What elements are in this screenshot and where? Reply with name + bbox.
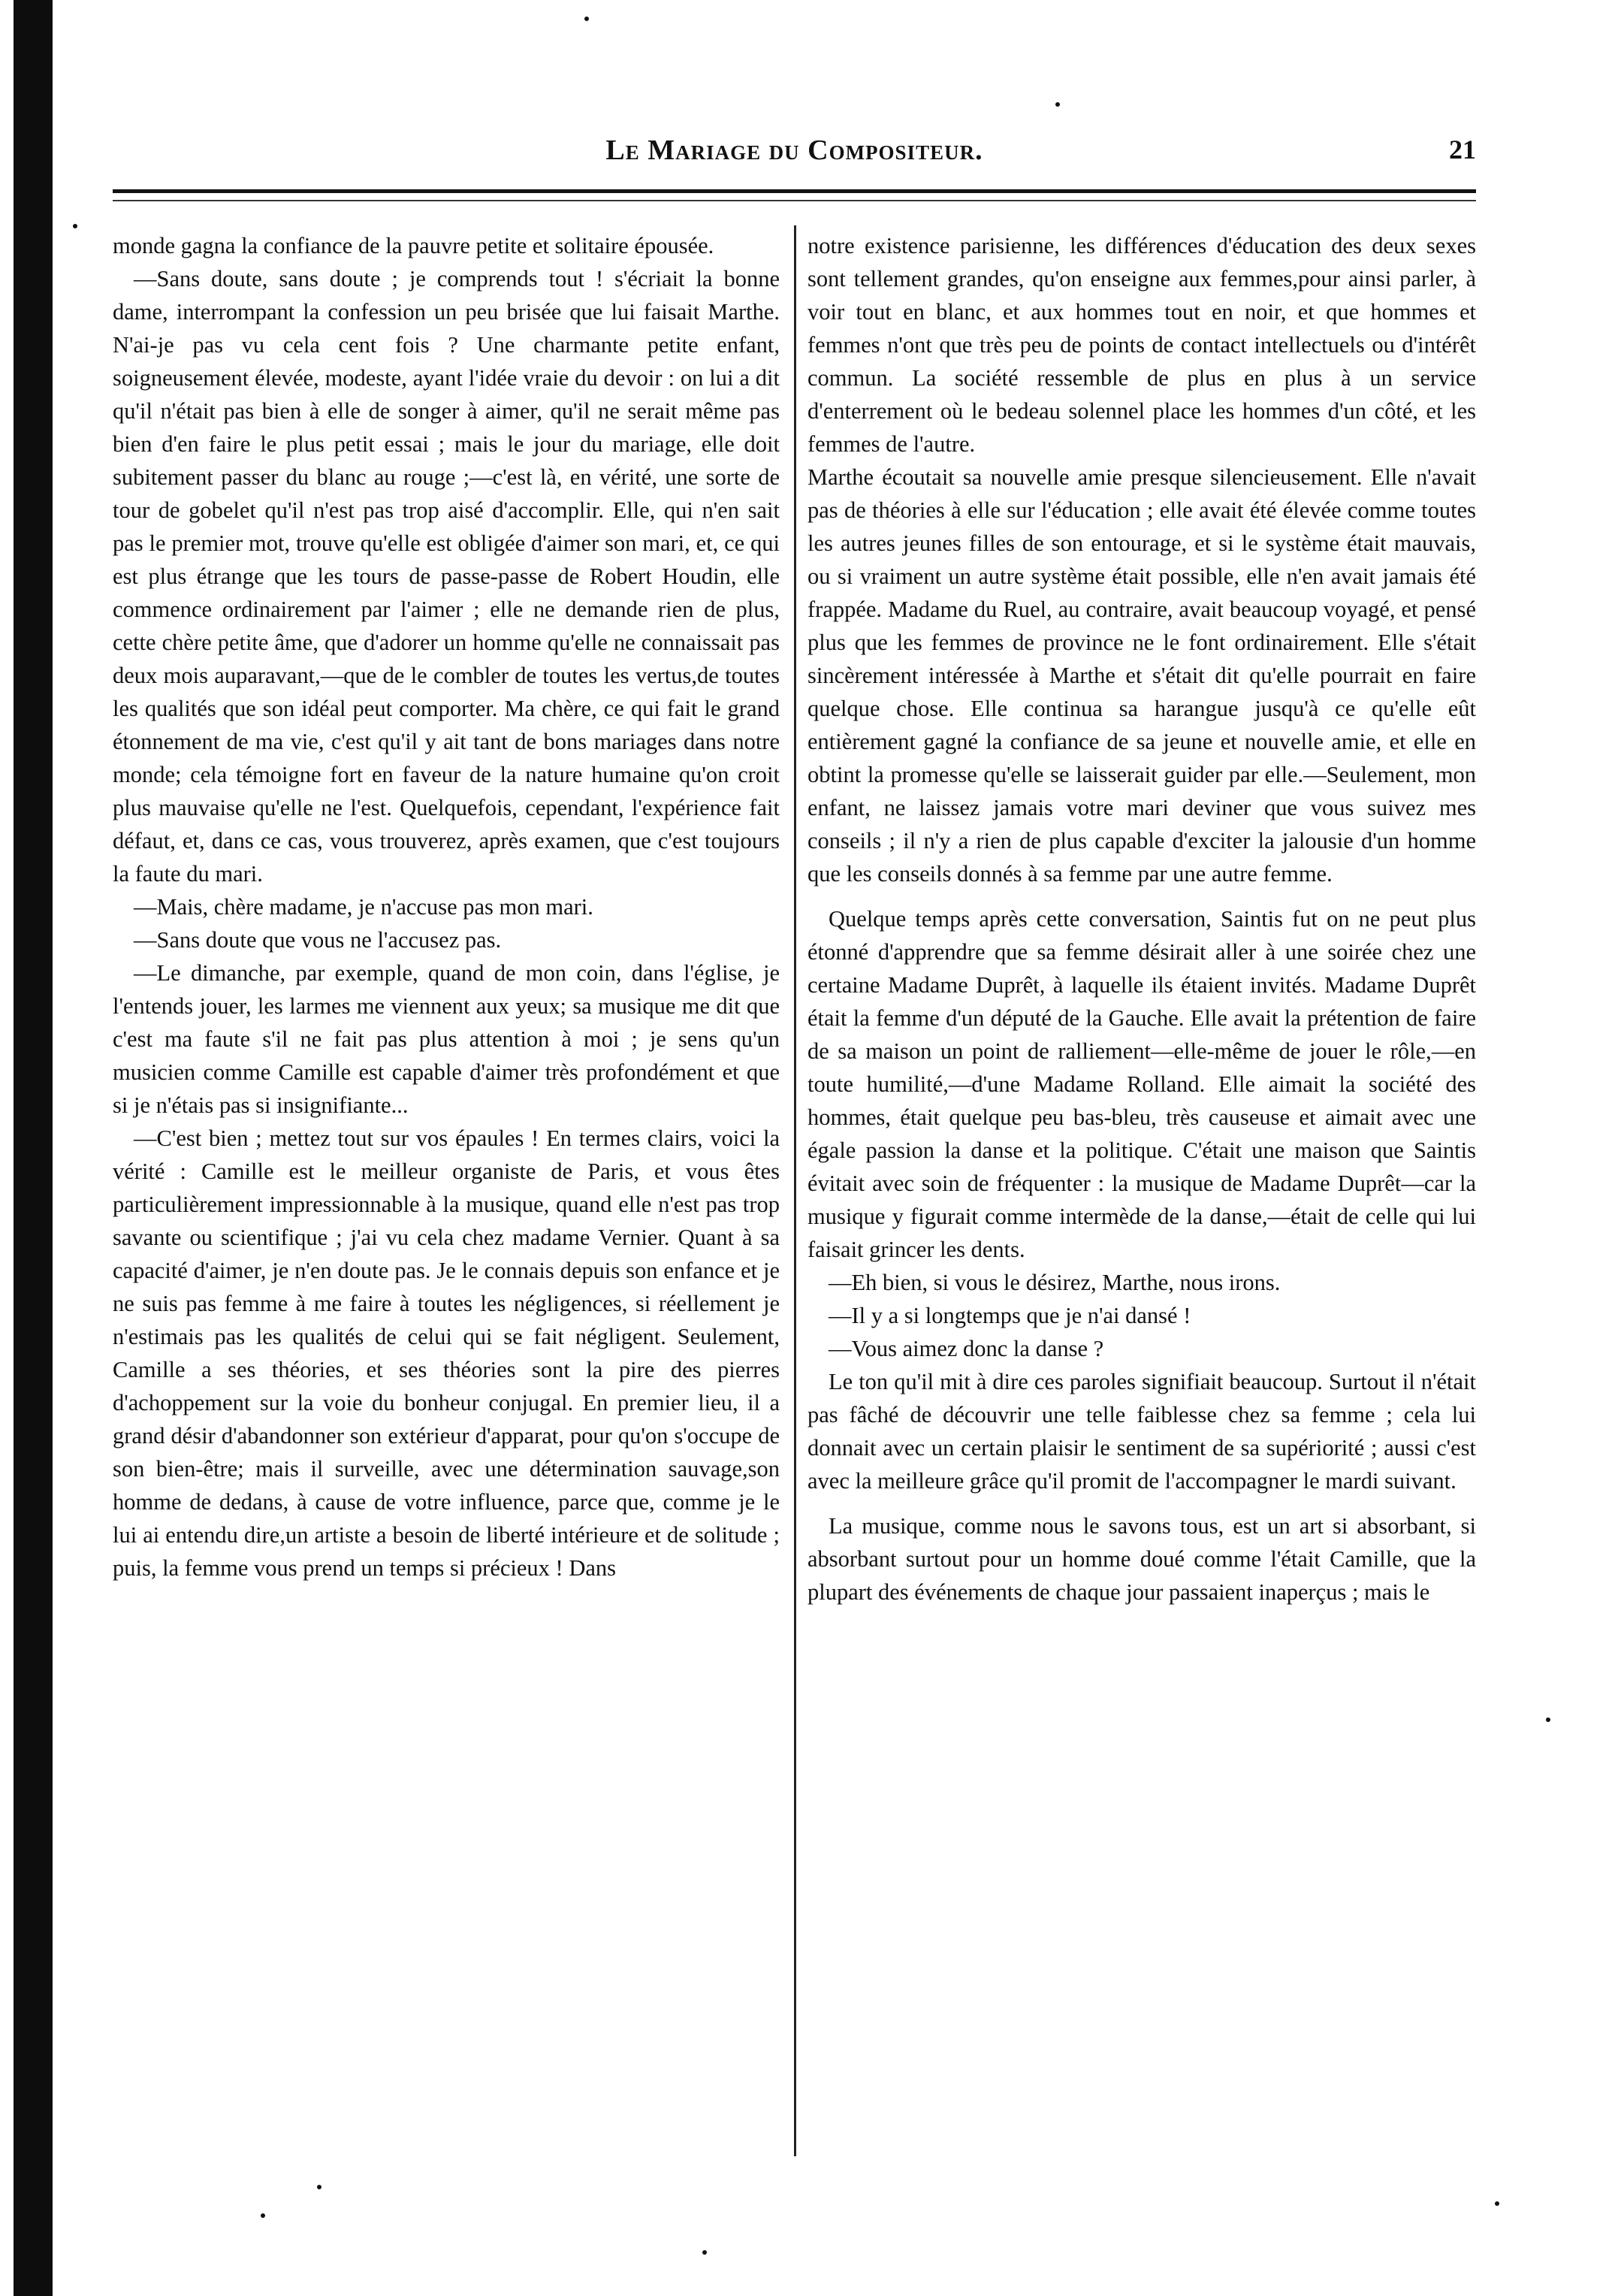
print-speck (1055, 102, 1060, 107)
paragraph: —C'est bien ; mettez tout sur vos épaules ! En termes clairs, voici la vérité : Camille est le meilleur organiste de Paris, et vous êtes particulièrement impressionnable à la musique, quand elle n'est pas trop savante ou scientifique ; j'ai vu cela chez madame Vernier. Quant à sa capacité d'aimer, je n'en doute pas. Je le connais depuis son enfance et je ne suis pas femme à me faire à toutes les négligences, si réellement je n'estimais pas les qualités de celui qui se fait négligent. Seulement, Camille a ses théories, et ses théories sont la pire des pierres d'achoppement sur la voie du bonheur conjugal. En premier lieu, il a grand désir d'abandonner son extérieur d'apparat, pour qu'on s'occupe de son bien-être; mais il surveille, avec une détermination sauvage,son homme de dedans, à cause de votre influence, parce que, comme je le lui ai entendu dire,un artiste a besoin de liberté intérieure et de solitude ; puis, la femme vous prend un temps si précieux ! Dans (113, 1125, 780, 1581)
book-binding-edge (14, 0, 53, 2296)
paragraph: —Mais, chère madame, je n'accuse pas mon mari. (134, 894, 593, 920)
paragraph: Quelque temps après cette conversation, Saintis fut on ne peut plus étonné d'apprendre que sa femme désirait aller à une soirée chez une certaine Madame Duprêt, à laquelle ils étaient invités. Madame Duprêt était la femme d'un député de la Gauche. Elle avait la prétention de faire de sa maison un point de ralliement—elle-même de jouer le rôle,—en toute humilité,—d'une Madame Rolland. Elle aimait la société des hommes, était quelque peu bas-bleu, très causeuse et aimait avec une égale passion la danse et la politique. C'était une maison que Saintis évitait avec soin de fréquenter : la musique de Madame Duprêt—car la musique y figurait comme intermède de la danse,—était de celle qui lui faisait grincer les dents. (808, 906, 1476, 1262)
header-rule-thick (113, 189, 1476, 193)
left-column (113, 229, 780, 1585)
print-speck (73, 224, 77, 228)
paragraph: —Vous aimez donc la danse ? (829, 1336, 1104, 1361)
print-speck (702, 2250, 707, 2255)
paragraph: monde gagna la confiance de la pauvre petite et solitaire épousée. (113, 233, 714, 258)
paragraph: —Eh bien, si vous le désirez, Marthe, nous irons. (829, 1270, 1281, 1295)
right-column (808, 229, 1476, 1609)
paragraph: Le ton qu'il mit à dire ces paroles signifiait beaucoup. Surtout il n'était pas fâché de découvrir une telle faiblesse chez sa femme ; cela lui donnait avec un certain plaisir le sentiment de sa supériorité ; aussi c'est avec la meilleure grâce qu'il promit de l'accompagner le mardi suivant. (808, 1369, 1476, 1494)
print-speck (317, 2185, 321, 2189)
running-title: Le Mariage du Compositeur. (605, 134, 983, 166)
print-speck (1546, 1717, 1550, 1722)
paragraph: Marthe écoutait sa nouvelle amie presque silencieusement. Elle n'avait pas de théories à elle sur l'éducation ; elle avait été élevée comme toutes les autres jeunes filles de son entourage, et si le système était mauvais, ou si vraiment un autre système était possible, elle n'en avait jamais été frappée. Madame du Ruel, au contraire, avait beaucoup voyagé, et pensé plus que les femmes de province ne le font ordinairement. Elle s'était sincèrement intéressée à Marthe et s'était dit qu'elle pourrait en faire quelque chose. Elle continua sa harangue jusqu'à ce qu'elle eût entièrement gagné la confiance de sa jeune et nouvelle amie, et elle en obtint la promesse qu'elle se laisserait guider par elle.—Seulement, mon enfant, ne laissez jamais votre mari deviner que vous suivez mes conseils ; il n'y a rien de plus capable d'exciter la jalousie d'un homme que les conseils donnés à sa femme par une autre femme. (808, 464, 1476, 887)
column-divider (794, 225, 796, 2156)
print-speck (261, 2213, 265, 2218)
print-speck (584, 17, 589, 21)
paragraph: —Il y a si longtemps que je n'ai dansé ! (829, 1303, 1191, 1328)
paragraph: notre existence parisienne, les différences d'éducation des deux sexes sont tellement grandes, qu'on enseigne aux femmes,pour ainsi parler, à voir tout en blanc, et aux hommes tout en noir, et que hommes et femmes n'ont que très peu de points de contact intellectuels ou d'intérêt commun. La société ressemble de plus en plus à un service d'enterrement où le bedeau solennel place les hommes d'un côté, et les femmes de l'autre. (808, 233, 1476, 457)
running-header (113, 134, 1476, 179)
header-rule-thin (113, 200, 1476, 201)
paragraph: —Le dimanche, par exemple, quand de mon coin, dans l'église, je l'entends jouer, les larmes me viennent aux yeux; sa musique me dit que c'est ma faute s'il ne fait pas plus attention à moi ; je sens qu'un musicien comme Camille est capable d'aimer très profondément et que si je n'étais pas si insignifiante... (113, 960, 780, 1118)
page-number: 21 (1449, 134, 1476, 165)
paragraph: La musique, comme nous le savons tous, est un art si absorbant, si absorbant surtout pour un homme doué comme l'était Camille, que la plupart des événements de chaque jour passaient inaperçus ; mais le (808, 1513, 1476, 1605)
paragraph: —Sans doute que vous ne l'accusez pas. (134, 927, 502, 953)
paragraph: —Sans doute, sans doute ; je comprends tout ! s'écriait la bonne dame, interrompant la confession un peu brisée que lui faisait Marthe. N'ai-je pas vu cela cent fois ? Une charmante petite enfant, soigneusement élevée, modeste, ayant l'idée vraie du devoir : on lui a dit qu'il n'était pas bien à elle de songer à aimer, qu'il ne serait même pas bien d'en faire le plus petit essai ; mais le jour du mariage, elle doit subitement passer du blanc au rouge ;—c'est là, en vérité, une sorte de tour de gobelet qu'il n'est pas trop aisé d'accomplir. Elle, qui n'en sait pas le premier mot, trouve qu'elle est obligée d'aimer son mari, et, ce qui est plus étrange que les tours de passe-passe de Robert Houdin, elle commence ordinairement par l'aimer ; elle ne demande rien de plus, cette chère petite âme, que d'adorer un homme qu'elle ne connaissait pas deux mois auparavant,—que de le combler de toutes les vertus,de toutes les qualités que son idéal peut comporter. Ma chère, ce qui fait le grand étonnement de ma vie, c'est qu'il y ait tant de bons mariages dans notre monde; cela témoigne fort en faveur de la nature humaine qu'on croit plus mauvaise qu'elle ne l'est. Quelquefois, cependant, l'expérience fait défaut, et, dans ce cas, vous trouverez, après examen, que c'est toujours la faute du mari. (113, 266, 780, 887)
print-speck (1495, 2201, 1499, 2206)
